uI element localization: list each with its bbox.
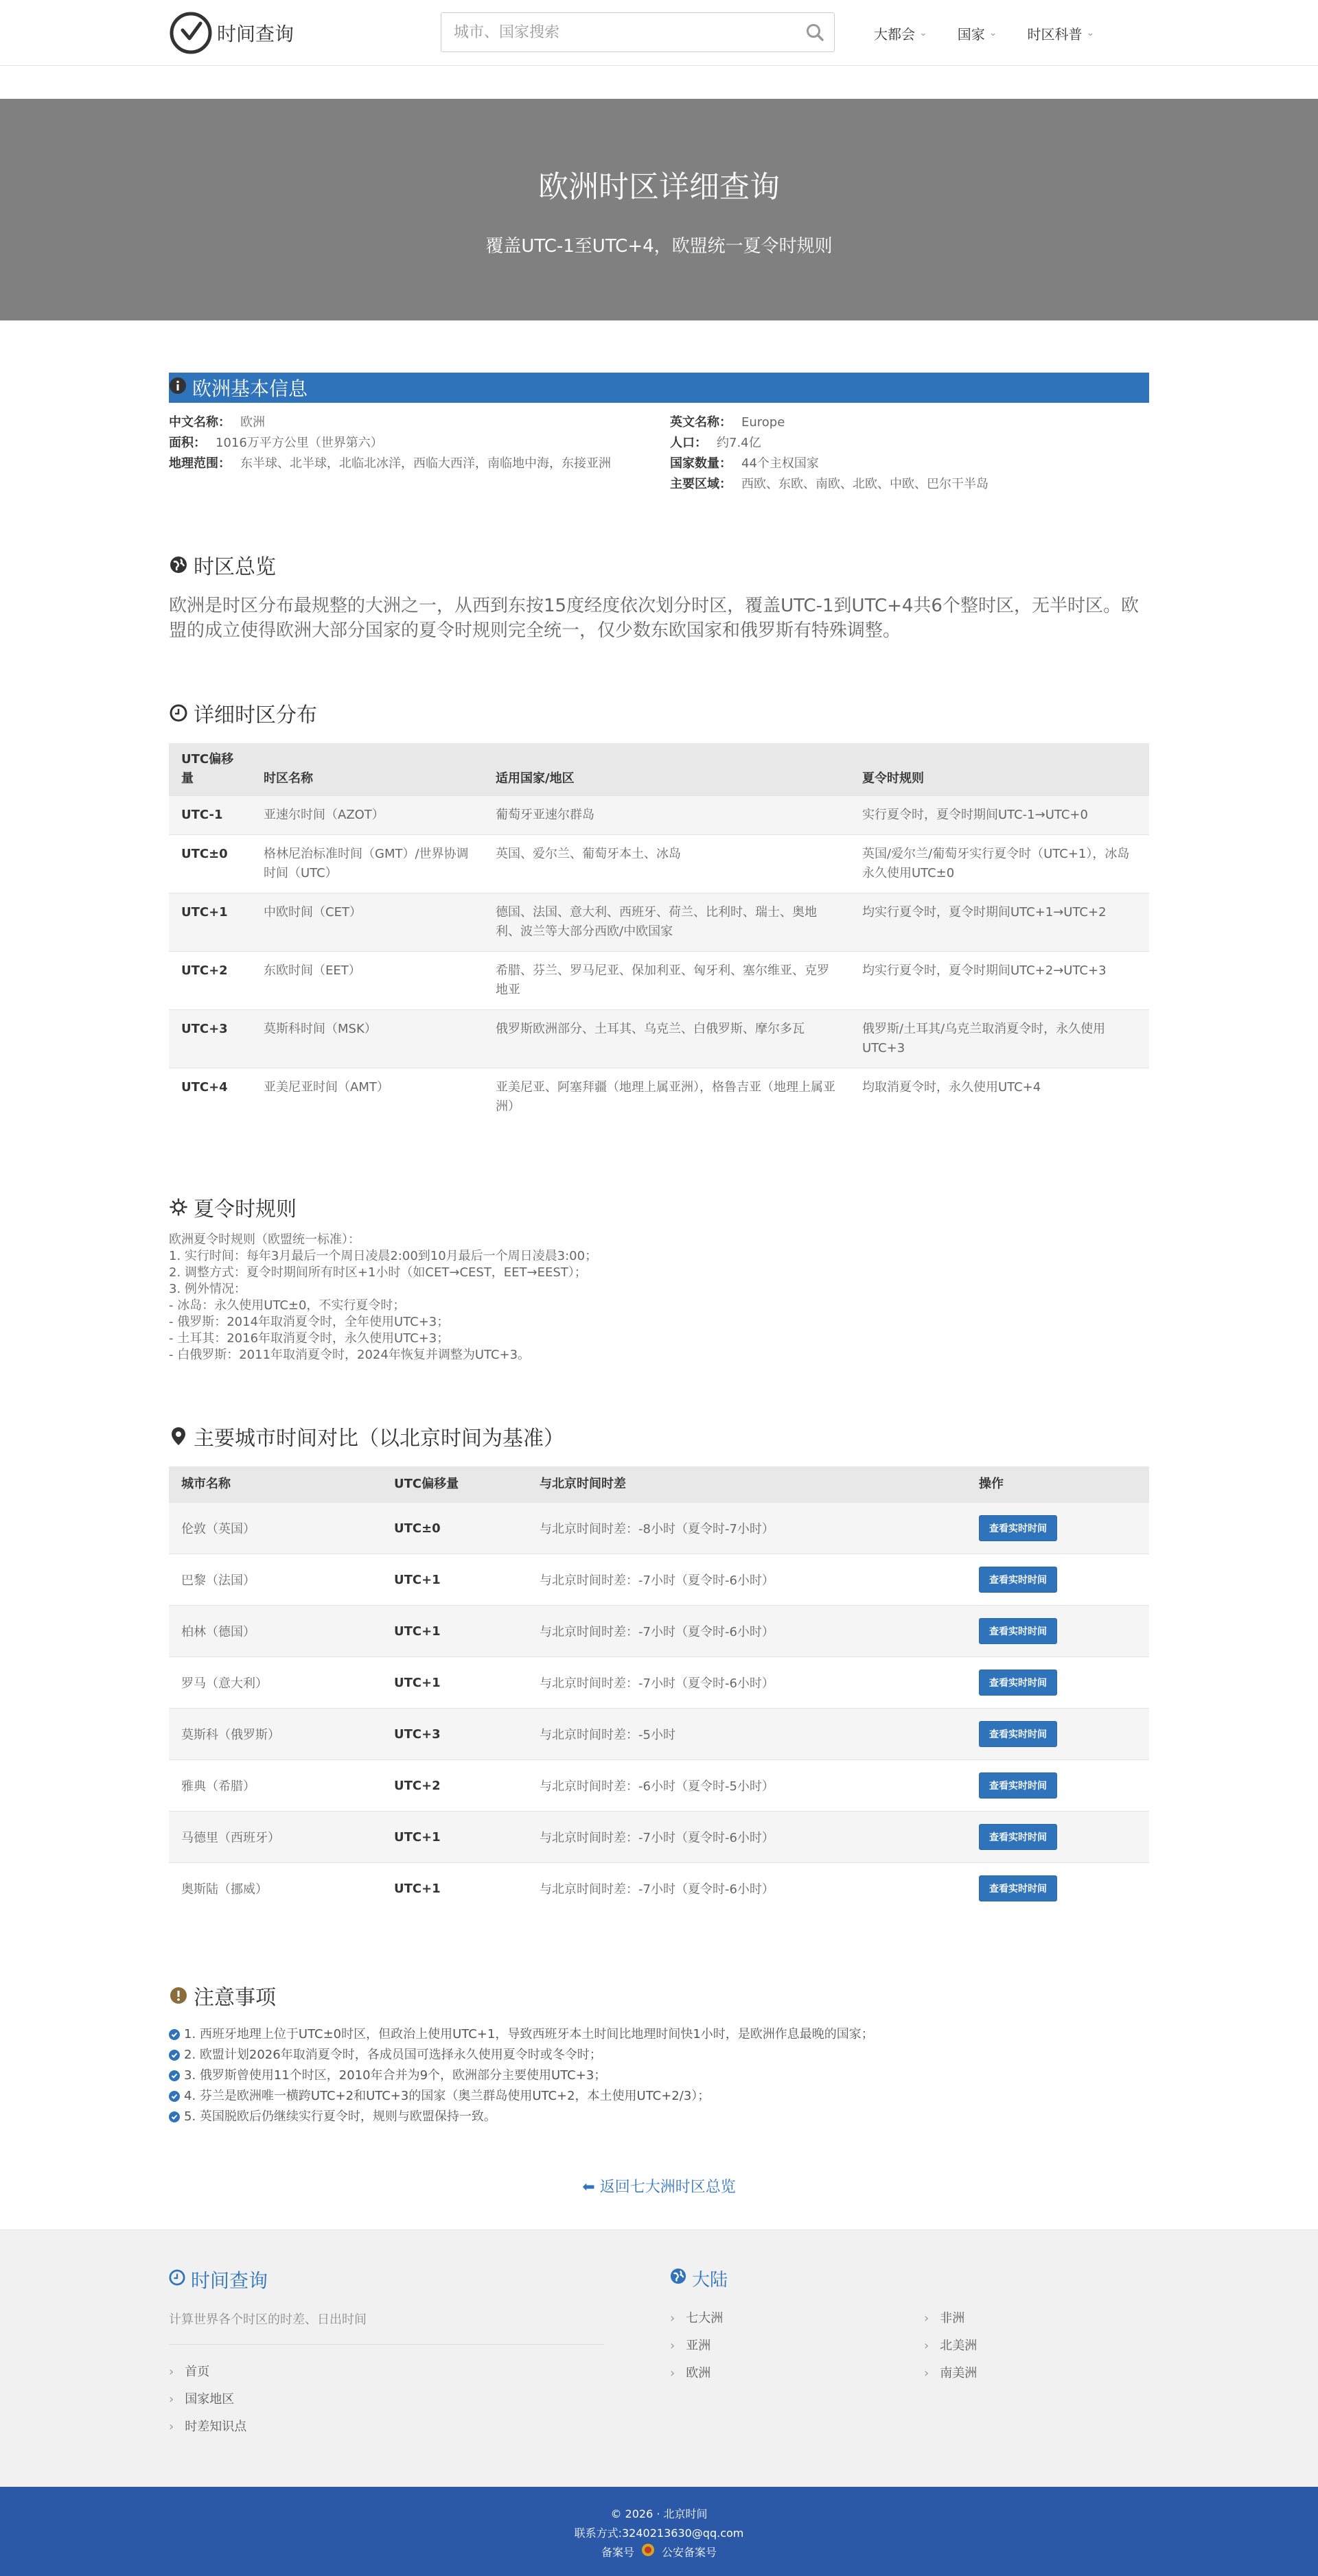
note-text: 4. 芬兰是欧洲唯一横跨UTC+2和UTC+3的国家（奥兰群岛使用UTC+2，本土使用UTC+2/3）； [184, 2088, 710, 2103]
utc-offset: UTC+1 [382, 1657, 527, 1709]
info-row [670, 474, 1149, 495]
continent-link[interactable] [924, 2332, 1130, 2360]
back-to-continents-link[interactable] [582, 2179, 735, 2196]
continent-label: 北美洲 [940, 2338, 978, 2353]
info-key: 国家数量： [670, 456, 732, 471]
nav-metropolis[interactable] [874, 23, 927, 43]
column-header: UTC偏移量 [382, 1466, 527, 1503]
notes-heading [169, 1980, 1149, 2011]
utc-offset: UTC-1 [169, 796, 251, 835]
info-value: 44个主权国家 [741, 456, 819, 471]
footer-link-label: 首页 [185, 2364, 210, 2379]
note-text: 3. 俄罗斯曾使用11个时区，2010年合并为9个，欧洲部分主要使用UTC+3； [184, 2068, 607, 2083]
footer-link-countries[interactable] [169, 2386, 604, 2413]
sun-icon [169, 1197, 188, 1217]
column-header: 与北京时间时差 [527, 1466, 967, 1503]
continent-label: 欧洲 [686, 2365, 711, 2380]
info-row [169, 433, 670, 454]
globe-icon [169, 555, 188, 574]
cities-section [169, 1421, 1149, 1915]
chevron-right-icon: › [670, 2365, 675, 2380]
nav-label: 国家 [957, 25, 985, 43]
timezone-name: 中欧时间（CET） [251, 893, 483, 952]
copyright: © 2026 · 北京时间 [610, 2507, 708, 2520]
continent-label: 亚洲 [686, 2338, 711, 2353]
footer-link-home[interactable] [169, 2358, 604, 2386]
table-row [169, 952, 1149, 1010]
beijing-diff: 与北京时间时差：-8小时（夏令时-7小时） [527, 1503, 967, 1554]
action-cell [967, 1503, 1149, 1554]
table-row [169, 796, 1149, 835]
view-realtime-button[interactable]: 查看实时时间 [979, 1618, 1057, 1644]
column-header: 时区名称 [251, 743, 483, 796]
detail-heading [169, 698, 1149, 728]
section-title: 注意事项 [194, 1985, 276, 2010]
overview-text: 欧洲是时区分布最规整的大洲之一，从西到东按15度经度依次划分时区，覆盖UTC-1到UTC+4共6个整时区，无半时区。欧盟的成立使得欧洲大部分国家的夏令时规则完全统一，仅少数东欧国家和俄罗斯有特殊调整。 [169, 596, 1139, 641]
footer-title [169, 2266, 604, 2293]
table-row [169, 1812, 1149, 1863]
chevron-down-icon: ⌄ [988, 27, 997, 38]
utc-offset: UTC+1 [382, 1812, 527, 1863]
action-cell [967, 1657, 1149, 1709]
main-content [169, 373, 1149, 2197]
info-key: 地理范围： [169, 456, 231, 471]
table-row [169, 1554, 1149, 1606]
info-key: 人口： [670, 436, 707, 450]
overview-heading [169, 550, 1149, 580]
page-title: 欧洲时区详细查询 [538, 169, 780, 204]
info-value: 东半球、北半球，北临北冰洋，西临大西洋，南临地中海，东接亚洲 [240, 456, 611, 471]
page-subtitle: 覆盖UTC-1至UTC+4，欧盟统一夏令时规则 [485, 236, 833, 257]
continent-link[interactable] [670, 2332, 924, 2360]
info-row [670, 454, 1149, 474]
info-row [670, 433, 1149, 454]
regions: 俄罗斯欧洲部分、土耳其、乌克兰、白俄罗斯、摩尔多瓦 [483, 1010, 850, 1068]
continents-grid [670, 2305, 1149, 2387]
footer-about [169, 2266, 604, 2441]
info-row [169, 454, 670, 474]
back-link-label: 返回七大洲时区总览 [599, 2178, 736, 2196]
continent-link[interactable] [670, 2360, 924, 2387]
note-text: 5. 英国脱欧后仍继续实行夏令时，规则与欧盟保持一致。 [184, 2109, 496, 2124]
table-row [169, 1068, 1149, 1127]
view-realtime-button[interactable]: 查看实时时间 [979, 1772, 1057, 1799]
table-row [169, 1503, 1149, 1554]
chevron-down-icon: ⌄ [1086, 27, 1095, 38]
nav-countries[interactable] [958, 23, 997, 43]
check-circle-icon [169, 2070, 180, 2081]
chevron-down-icon: ⌄ [919, 27, 927, 38]
notes-section [169, 1980, 1149, 2127]
regions: 英国、爱尔兰、葡萄牙本土、冰岛 [483, 835, 850, 893]
city-name: 奥斯陆（挪威） [169, 1863, 382, 1915]
city-name: 伦敦（英国） [169, 1503, 382, 1554]
check-circle-icon [169, 2091, 180, 2102]
utc-offset: UTC+3 [382, 1709, 527, 1760]
note-text: 1. 西班牙地理上位于UTC±0时区，但政治上使用UTC+1，导致西班牙本土时间比地理时间快1小时，是欧洲作息最晚的国家； [184, 2026, 874, 2041]
beijing-diff: 与北京时间时差：-6小时（夏令时-5小时） [527, 1760, 967, 1812]
nav-label: 时区科普 [1027, 25, 1083, 43]
check-circle-icon [169, 2029, 180, 2040]
table-row [169, 1010, 1149, 1068]
city-name: 莫斯科（俄罗斯） [169, 1709, 382, 1760]
action-cell [967, 1812, 1149, 1863]
continent-label: 非洲 [940, 2310, 965, 2326]
dst-rule: 英国/爱尔兰/葡萄牙实行夏令时（UTC+1），冰岛永久使用UTC±0 [850, 835, 1149, 893]
beijing-diff: 与北京时间时差：-5小时 [527, 1709, 967, 1760]
table-row [169, 1657, 1149, 1709]
section-title: 欧洲基本信息 [192, 377, 308, 400]
record-row [0, 2543, 1318, 2563]
section-title: 主要城市时间对比（以北京时间为基准） [194, 1427, 564, 1451]
column-header: 适用国家/地区 [483, 743, 850, 796]
utc-offset: UTC+1 [382, 1863, 527, 1915]
list-item [169, 2065, 1149, 2086]
utc-offset: UTC±0 [169, 835, 251, 893]
dst-section [169, 1192, 1149, 1363]
view-realtime-button[interactable]: 查看实时时间 [979, 1670, 1057, 1696]
footer-title-text: 时间查询 [191, 2269, 268, 2292]
section-title: 夏令时规则 [194, 1197, 297, 1221]
dst-rule: 均取消夏令时，永久使用UTC+4 [850, 1068, 1149, 1127]
chevron-right-icon: › [924, 2338, 929, 2353]
chevron-right-icon: › [169, 2364, 174, 2379]
info-value: 约7.4亿 [717, 436, 761, 450]
nav-timezone-science[interactable] [1027, 23, 1094, 43]
view-realtime-button[interactable]: 查看实时时间 [979, 1515, 1057, 1541]
timezone-name: 东欧时间（EET） [251, 952, 483, 1010]
dst-rule: 均实行夏令时，夏令时期间UTC+1→UTC+2 [850, 893, 1149, 952]
cities-heading [169, 1421, 1149, 1451]
regions: 德国、法国、意大利、西班牙、荷兰、比利时、瑞士、奥地利、波兰等大部分西欧/中欧国家 [483, 893, 850, 952]
action-cell [967, 1863, 1149, 1915]
table-row [169, 835, 1149, 893]
view-realtime-button[interactable]: 查看实时时间 [979, 1721, 1057, 1747]
beijing-diff: 与北京时间时差：-7小时（夏令时-6小时） [527, 1657, 967, 1709]
footer-links [169, 2358, 604, 2441]
footer-desc: 计算世界各个时区的时差、日出时间 [169, 2310, 604, 2345]
utc-offset: UTC+4 [169, 1068, 251, 1127]
view-realtime-button[interactable]: 查看实时时间 [979, 1875, 1057, 1901]
exclamation-circle-icon [169, 1986, 188, 2005]
info-key: 主要区域： [670, 477, 732, 491]
city-name: 柏林（德国） [169, 1606, 382, 1657]
table-row [169, 1606, 1149, 1657]
action-cell [967, 1709, 1149, 1760]
footer-link-label: 国家地区 [185, 2391, 235, 2407]
dst-rule: 俄罗斯/土耳其/乌克兰取消夏令时，永久使用UTC+3 [850, 1010, 1149, 1068]
view-realtime-button[interactable]: 查看实时时间 [979, 1567, 1057, 1593]
chevron-right-icon: › [924, 2310, 929, 2326]
city-name: 马德里（西班牙） [169, 1812, 382, 1863]
section-title: 时区总览 [194, 555, 276, 579]
continents-title [670, 2266, 1149, 2291]
clock-icon [169, 2268, 185, 2291]
map-marker-icon [169, 1427, 188, 1446]
notes-list [169, 2024, 1149, 2127]
logo[interactable] [169, 11, 294, 55]
timezone-name: 亚速尔时间（AZOT） [251, 796, 483, 835]
timezone-table [169, 743, 1149, 1126]
logo-text: 时间查询 [217, 23, 294, 45]
clock-icon [169, 703, 188, 723]
table-header-row [169, 743, 1149, 796]
search-input[interactable] [441, 13, 796, 51]
view-realtime-button[interactable]: 查看实时时间 [979, 1824, 1057, 1850]
dst-heading [169, 1192, 1149, 1222]
detail-section [169, 698, 1149, 1126]
police-record-link[interactable]: 公安备案号 [662, 2546, 717, 2559]
dst-rule: 均实行夏令时，夏令时期间UTC+2→UTC+3 [850, 952, 1149, 1010]
beijing-diff: 与北京时间时差：-7小时（夏令时-6小时） [527, 1554, 967, 1606]
beijing-diff: 与北京时间时差：-7小时（夏令时-6小时） [527, 1606, 967, 1657]
regions: 葡萄牙亚速尔群岛 [483, 796, 850, 835]
utc-offset: UTC+3 [169, 1010, 251, 1068]
nav-label: 大都会 [874, 25, 915, 43]
action-cell [967, 1606, 1149, 1657]
utc-offset: UTC+2 [169, 952, 251, 1010]
info-row [670, 412, 1149, 433]
back-link-wrap [169, 2175, 1149, 2197]
info-row [169, 412, 670, 433]
clock-logo-icon [169, 11, 213, 55]
info-value: 西欧、东欧、南欧、北欧、中欧、巴尔干半岛 [741, 477, 988, 491]
city-name: 巴黎（法国） [169, 1554, 382, 1606]
continent-label: 南美洲 [940, 2365, 978, 2380]
main-nav [874, 0, 1094, 66]
list-item [169, 2045, 1149, 2065]
info-key: 英文名称： [670, 415, 732, 430]
column-header: 夏令时规则 [850, 743, 1149, 796]
basic-info-heading [169, 373, 1149, 403]
arrow-left-icon: ⬅ [582, 2178, 600, 2196]
basic-info-grid [169, 412, 1149, 495]
info-key: 中文名称： [169, 415, 231, 430]
chevron-right-icon: › [169, 2419, 174, 2434]
beijing-diff: 与北京时间时差：-7小时（夏令时-6小时） [527, 1863, 967, 1915]
continents-title-text: 大陆 [692, 2269, 728, 2291]
footer-link-label: 时差知识点 [185, 2419, 247, 2434]
utc-offset: UTC+1 [382, 1606, 527, 1657]
info-value: Europe [741, 415, 785, 430]
table-header-row [169, 1466, 1149, 1503]
table-row [169, 1863, 1149, 1915]
check-circle-icon [169, 2111, 180, 2122]
table-row [169, 1760, 1149, 1812]
search-icon[interactable] [796, 23, 834, 42]
city-name: 雅典（希腊） [169, 1760, 382, 1812]
info-icon [169, 377, 187, 399]
utc-offset: UTC±0 [382, 1503, 527, 1554]
column-header: 操作 [967, 1466, 1149, 1503]
info-value: 欧洲 [240, 415, 265, 430]
timezone-name: 莫斯科时间（MSK） [251, 1010, 483, 1068]
table-row [169, 893, 1149, 952]
footer-continents [670, 2266, 1149, 2441]
note-text: 2. 欧盟计划2026年取消夏令时，各成员国可选择永久使用夏令时或冬令时； [184, 2047, 602, 2062]
continent-link[interactable] [924, 2360, 1130, 2387]
utc-offset: UTC+2 [382, 1760, 527, 1812]
chevron-right-icon: › [169, 2391, 174, 2407]
check-circle-icon [169, 2050, 180, 2061]
police-badge-icon [641, 2543, 655, 2563]
column-header: 城市名称 [169, 1466, 382, 1503]
chevron-right-icon: › [670, 2310, 675, 2326]
globe-icon [670, 2268, 686, 2289]
continent-label: 七大洲 [686, 2310, 724, 2326]
dst-rule: 实行夏令时，夏令时期间UTC-1→UTC+0 [850, 796, 1149, 835]
search-box [441, 12, 835, 52]
bottom-bar [0, 2487, 1318, 2576]
beijing-diff: 与北京时间时差：-7小时（夏令时-6小时） [527, 1812, 967, 1863]
info-value: 1016万平方公里（世界第六） [216, 436, 383, 450]
city-name: 罗马（意大利） [169, 1657, 382, 1709]
site-header [0, 0, 1318, 66]
basic-info-left [169, 412, 670, 495]
overview-section [169, 550, 1149, 643]
list-item [169, 2107, 1149, 2127]
regions: 亚美尼亚、阿塞拜疆（地理上属亚洲），格鲁吉亚（地理上属亚洲） [483, 1068, 850, 1127]
dst-rules-text: 欧洲夏令时规则（欧盟统一标准）： 1. 实行时间：每年3月最后一个周日凌晨2:00到10月最后一个周日凌晨3:00； 2. 调整方式：夏令时期间所有时区+1小时（如CET→CEST，EET→EEST）； 3. 例外情况： - 冰岛：永久使用UTC±0，不实行夏令时； - 俄罗斯：2014年取消夏令时，全年使用UTC+3； - 土耳其：2016年取消夏令时，永久使用UTC+3； - 白俄罗斯：2011年取消夏令时，2024年恢复并调整为UTC+3。 [169, 1232, 598, 1362]
chevron-right-icon: › [924, 2365, 929, 2380]
utc-offset: UTC+1 [169, 893, 251, 952]
contact-info: 联系方式:3240213630@qq.com [574, 2526, 744, 2540]
list-item [169, 2086, 1149, 2107]
regions: 希腊、芬兰、罗马尼亚、保加利亚、匈牙利、塞尔维亚、克罗地亚 [483, 952, 850, 1010]
action-cell [967, 1554, 1149, 1606]
timezone-name: 亚美尼亚时间（AMT） [251, 1068, 483, 1127]
list-item [169, 2024, 1149, 2045]
continent-link[interactable] [670, 2305, 924, 2332]
section-title: 详细时区分布 [194, 703, 317, 727]
hero-banner [0, 99, 1318, 320]
city-comparison-table [169, 1466, 1149, 1915]
info-key: 面积： [169, 436, 206, 450]
basic-info-right [670, 412, 1149, 495]
continent-link[interactable] [924, 2305, 1130, 2332]
chevron-right-icon: › [670, 2338, 675, 2353]
action-cell [967, 1760, 1149, 1812]
site-footer [0, 2229, 1318, 2487]
column-header: UTC偏移量 [169, 743, 251, 796]
footer-link-knowledge[interactable] [169, 2413, 604, 2441]
timezone-name: 格林尼治标准时间（GMT）/世界协调时间（UTC） [251, 835, 483, 893]
table-row [169, 1709, 1149, 1760]
utc-offset: UTC+1 [382, 1554, 527, 1606]
icp-link[interactable]: 备案号 [601, 2546, 634, 2559]
